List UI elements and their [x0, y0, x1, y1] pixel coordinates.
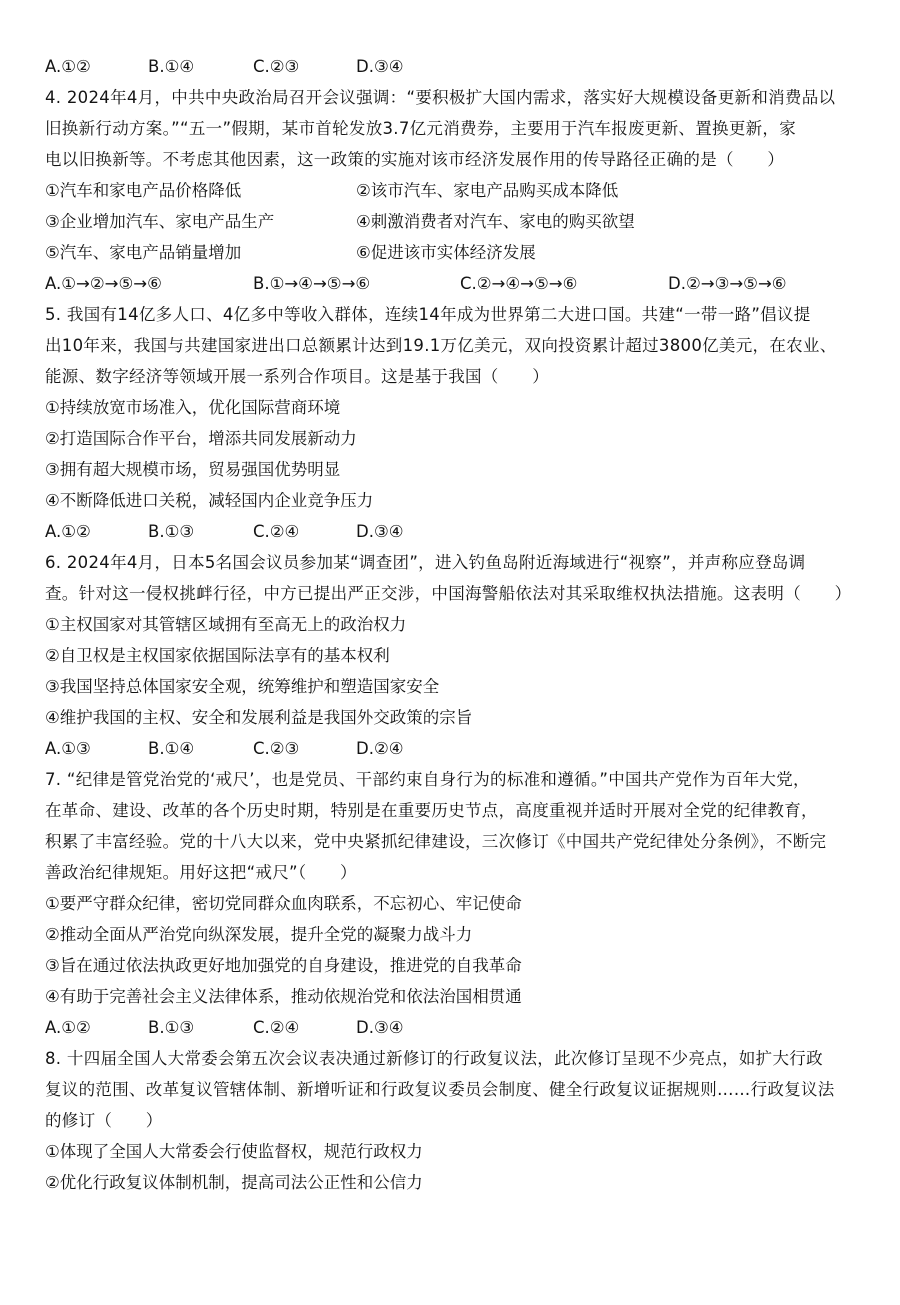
- option-b: B.①→④→⑤→⑥: [253, 274, 371, 293]
- option-c: C.②→④→⑤→⑥: [460, 274, 578, 293]
- q7-item: ①要严守群众纪律，密切党同群众血肉联系，不忘初心、牢记使命: [45, 894, 522, 913]
- q4-stem-line: 旧换新行动方案。”“五一”假期，某市首轮发放3.7亿元消费券，主要用于汽车报废更新、置换更新，家: [45, 119, 797, 138]
- q8-item: ①体现了全国人大常委会行使监督权，规范行政权力: [45, 1142, 423, 1161]
- q6-item: ④维护我国的主权、安全和发展利益是我国外交政策的宗旨: [45, 708, 473, 727]
- q5-item: ②打造国际合作平台，增添共同发展新动力: [45, 429, 357, 448]
- q6-options: [0, 738, 900, 760]
- option-b: B.①④: [148, 57, 195, 76]
- q7-item: ②推动全面从严治党向纵深发展，提升全党的凝聚力战斗力: [45, 925, 473, 944]
- option-b: B.①④: [148, 739, 195, 758]
- q5-stem-line: 能源、数字经济等领域开展一系列合作项目。这是基于我国（ ）: [45, 367, 549, 386]
- q4-item: ③企业增加汽车、家电产品生产: [45, 212, 275, 231]
- q4-stem-line: 电以旧换新等。不考虑其他因素，这一政策的实施对该市经济发展作用的传导路径正确的是（ ）: [45, 150, 785, 169]
- q3-options: [0, 56, 900, 78]
- option-a: A.①②: [45, 57, 91, 76]
- q7-item: ③旨在通过依法执政更好地加强党的自身建设，推进党的自我革命: [45, 956, 522, 975]
- q6-stem-line: 6. 2024年4月，日本5名国会议员参加某“调查团”，进入钓鱼岛附近海域进行“视察”，并声称应登岛调: [45, 553, 806, 572]
- option-d: D.②④: [356, 739, 404, 758]
- option-d: D.③④: [356, 57, 404, 76]
- q6-item: ③我国坚持总体国家安全观，统筹维护和塑造国家安全: [45, 677, 440, 696]
- q4-item: ①汽车和家电产品价格降低: [45, 181, 242, 200]
- q5-item: ④不断降低进口关税，减轻国内企业竞争压力: [45, 491, 374, 510]
- q7-item: ④有助于完善社会主义法律体系，推动依规治党和依法治国相贯通: [45, 987, 522, 1006]
- q4-item: ②该市汽车、家电产品购买成本降低: [356, 181, 619, 200]
- q7-stem-line: 善政治纪律规矩。用好这把“戒尺”（ ）: [45, 863, 357, 882]
- option-b: B.①③: [148, 1018, 195, 1037]
- q7-stem-line: 7. “纪律是管党治党的‘戒尺’，也是党员、干部约束自身行为的标准和遵循。”中国共产党作为百年大党，: [45, 770, 810, 789]
- option-b: B.①③: [148, 522, 195, 541]
- option-d: D.②→③→⑤→⑥: [668, 274, 787, 293]
- option-a: A.①②: [45, 522, 91, 541]
- option-c: C.②③: [253, 57, 300, 76]
- option-c: C.②③: [253, 739, 300, 758]
- q4-stem-line: 4. 2024年4月，中共中央政治局召开会议强调：“要积极扩大国内需求，落实好大规模设备更新和消费品以: [45, 88, 836, 107]
- q4-item: ⑤汽车、家电产品销量增加: [45, 243, 242, 262]
- q7-stem-line: 在革命、建设、改革的各个历史时期，特别是在重要历史节点，高度重视并适时开展对全党的纪律教育，: [45, 801, 818, 820]
- option-c: C.②④: [253, 522, 300, 541]
- q8-stem-line: 的修订（ ）: [45, 1111, 163, 1130]
- q6-item: ②自卫权是主权国家依据国际法享有的基本权利: [45, 646, 390, 665]
- q8-stem-line: 复议的范围、改革复议管辖体制、新增听证和行政复议委员会制度、健全行政复议证据规则……行政复议法: [45, 1080, 835, 1099]
- q5-item: ③拥有超大规模市场，贸易强国优势明显: [45, 460, 341, 479]
- option-d: D.③④: [356, 1018, 404, 1037]
- option-a: A.①③: [45, 739, 91, 758]
- q6-item: ①主权国家对其管辖区域拥有至高无上的政治权力: [45, 615, 407, 634]
- q7-options: [0, 1017, 900, 1039]
- q5-options: [0, 521, 900, 543]
- q4-options: [0, 273, 900, 295]
- q5-stem-line: 5. 我国有14亿多人口、4亿多中等收入群体，连续14年成为世界第二大进口国。共建“一带一路”倡议提: [45, 305, 811, 324]
- q6-stem-line: 查。针对这一侵权挑衅行径，中方已提出严正交涉，中国海警船依法对其采取维权执法措施。这表明（ ）: [45, 584, 852, 603]
- option-c: C.②④: [253, 1018, 300, 1037]
- q5-stem-line: 出10年来，我国与共建国家进出口总额累计达到19.1万亿美元，双向投资累计超过3800亿美元，在农业、: [45, 336, 837, 355]
- q8-stem-line: 8. 十四届全国人大常委会第五次会议表决通过新修订的行政复议法，此次修订呈现不少亮点，如扩大行政: [45, 1049, 823, 1068]
- q4-item: ⑥促进该市实体经济发展: [356, 243, 536, 262]
- q8-item: ②优化行政复议体制机制，提高司法公正性和公信力: [45, 1173, 423, 1192]
- option-a: A.①②: [45, 1018, 91, 1037]
- q4-item: ④刺激消费者对汽车、家电的购买欲望: [356, 212, 635, 231]
- q7-stem-line: 积累了丰富经验。党的十八大以来，党中央紧抓纪律建设，三次修订《中国共产党纪律处分条例》，不断完: [45, 832, 827, 851]
- q5-item: ①持续放宽市场准入，优化国际营商环境: [45, 398, 341, 417]
- option-d: D.③④: [356, 522, 404, 541]
- option-a: A.①→②→⑤→⑥: [45, 274, 162, 293]
